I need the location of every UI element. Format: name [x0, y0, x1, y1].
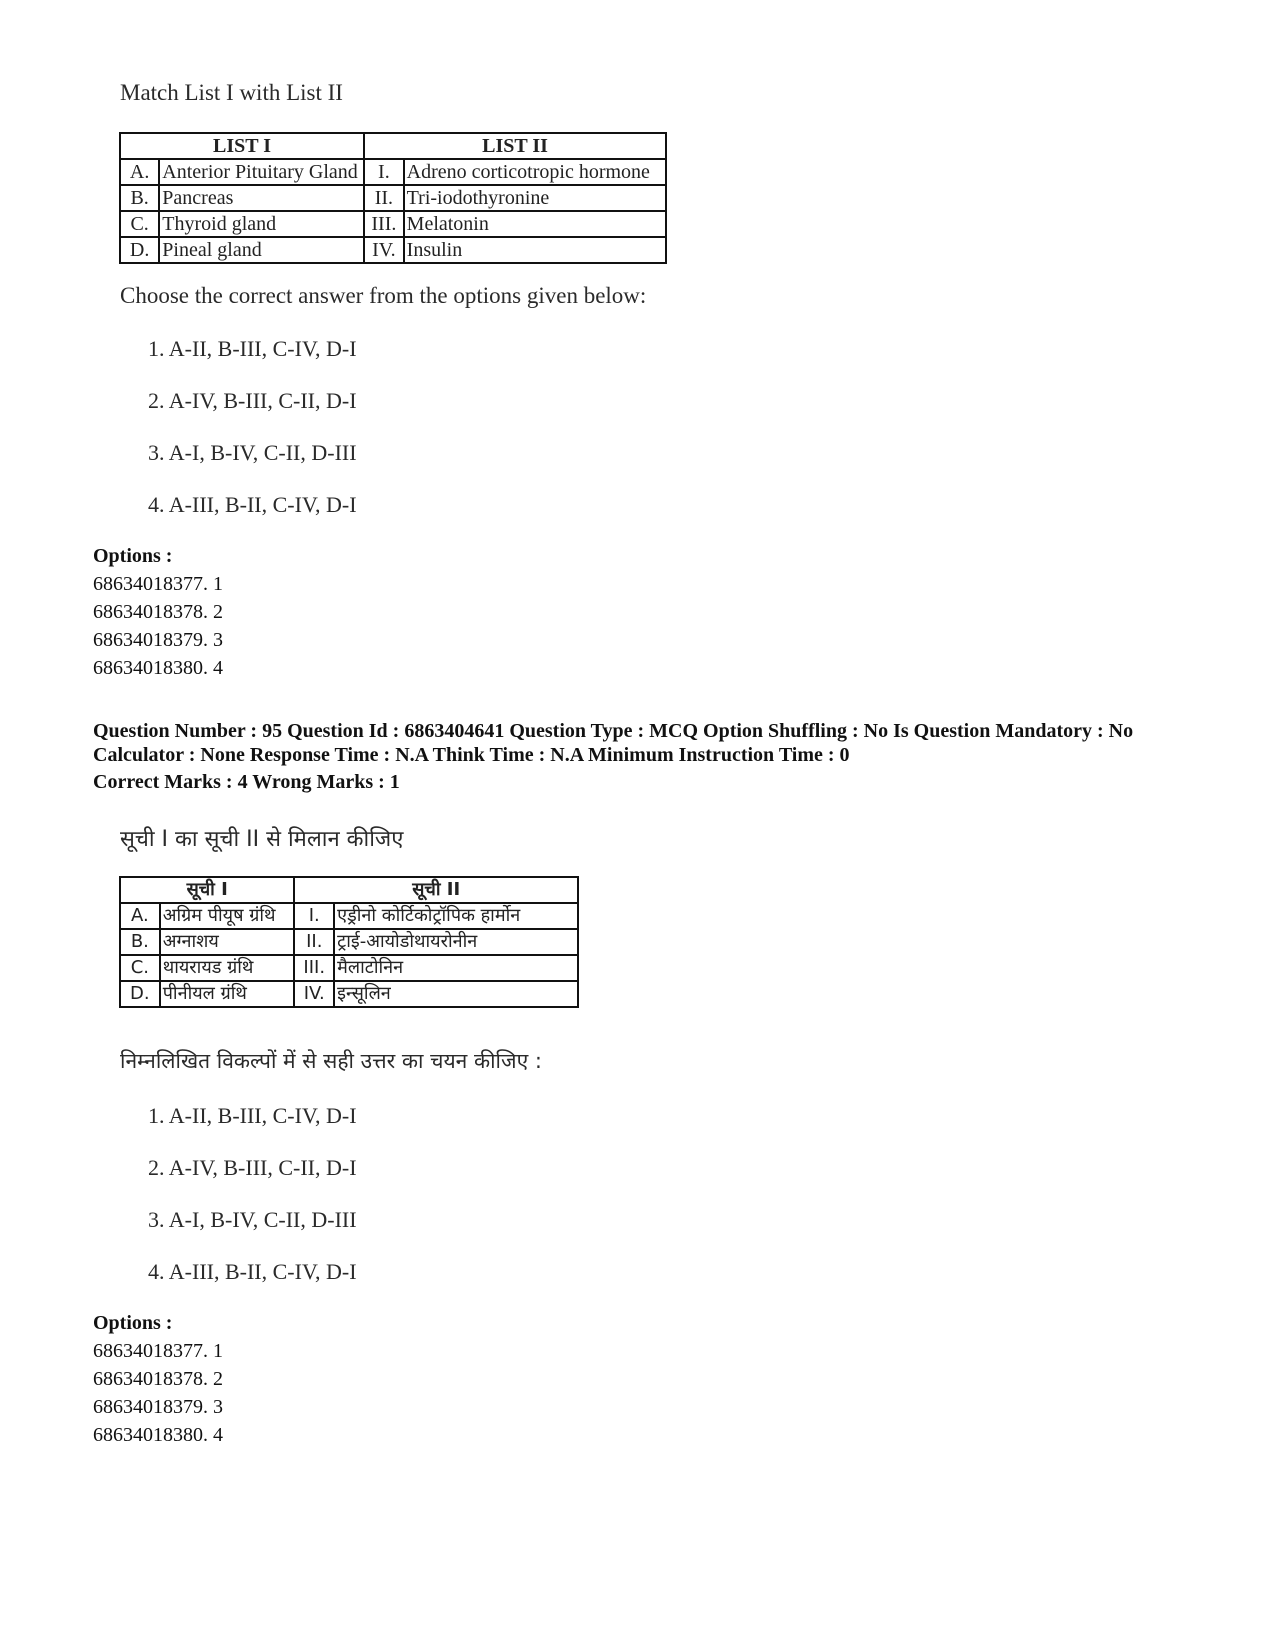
q94-choice-2: 2. A-IV, B-III, C-II, D-I [148, 388, 357, 413]
list1-key: B. [120, 185, 159, 211]
q94-choice-4: 4. A-III, B-II, C-IV, D-I [148, 492, 357, 517]
q94-option-3: 68634018379. 3 [93, 629, 223, 651]
table-row [120, 185, 666, 211]
q95-choice-1: 1. A-II, B-III, C-IV, D-I [148, 1103, 357, 1128]
q94-heading: Match List I with List II [120, 80, 343, 105]
q95-heading: सूची I का सूची II से मिलान कीजिए [120, 827, 404, 852]
list2-key: I. [294, 903, 334, 929]
table-row [120, 903, 578, 929]
list1-key: D. [120, 981, 160, 1007]
q95-prompt: निम्नलिखित विकल्पों में से सही उत्तर का चयन कीजिए : [120, 1049, 542, 1073]
table-row [120, 981, 578, 1007]
list2-value: इन्सूलिन [334, 981, 578, 1007]
q95-match-table [119, 876, 579, 1008]
list2-key: III. [294, 955, 334, 981]
list1-value: थायरायड ग्रंथि [160, 955, 295, 981]
table-row [120, 159, 666, 185]
q94-col1-header: LIST I [120, 133, 364, 159]
q94-option-2: 68634018378. 2 [93, 601, 223, 623]
q94-choice-1: 1. A-II, B-III, C-IV, D-I [148, 336, 357, 361]
q95-choice-2: 2. A-IV, B-III, C-II, D-I [148, 1155, 357, 1180]
list1-value: अग्रिम पीयूष ग्रंथि [160, 903, 295, 929]
list2-value: Insulin [404, 237, 666, 263]
list2-key: IV. [294, 981, 334, 1007]
q94-choice-3: 3. A-I, B-IV, C-II, D-III [148, 440, 357, 465]
q95-meta: Question Number : 95 Question Id : 6863404641 Question Type : MCQ Option Shuffling : No Is Question Mandatory : No Calculator : None Response Time : N.A Think Time : N.A Minimum Instruction Time : 0 [93, 720, 1134, 766]
q95-choice-4: 4. A-III, B-II, C-IV, D-I [148, 1259, 357, 1284]
list1-value: Pancreas [159, 185, 364, 211]
q95-option-4: 68634018380. 4 [93, 1424, 223, 1446]
q94-option-1: 68634018377. 1 [93, 573, 223, 595]
q95-col1-header: सूची I [120, 877, 294, 903]
table-row [120, 929, 578, 955]
list1-key: A. [120, 159, 159, 185]
list2-value: मैलाटोनिन [334, 955, 578, 981]
q95-option-3: 68634018379. 3 [93, 1396, 223, 1418]
list1-key: A. [120, 903, 160, 929]
list2-key: II. [364, 185, 404, 211]
list2-key: III. [364, 211, 404, 237]
list1-value: अग्नाशय [160, 929, 295, 955]
table-row [120, 955, 578, 981]
q94-prompt: Choose the correct answer from the options given below: [120, 283, 647, 308]
list2-value: Melatonin [404, 211, 666, 237]
list2-key: I. [364, 159, 404, 185]
list2-value: Adreno corticotropic hormone [404, 159, 666, 185]
list2-value: ट्राई-आयोडोथायरोनीन [334, 929, 578, 955]
list2-value: एड्रीनो कोर्टिकोट्रॉपिक हार्मोन [334, 903, 578, 929]
list1-key: D. [120, 237, 159, 263]
list1-key: C. [120, 211, 159, 237]
q94-option-4: 68634018380. 4 [93, 657, 223, 679]
q94-options-label: Options : [93, 545, 173, 567]
q95-option-2: 68634018378. 2 [93, 1368, 223, 1390]
list1-key: B. [120, 929, 160, 955]
q95-options-label: Options : [93, 1312, 173, 1334]
list1-value: Pineal gland [159, 237, 364, 263]
list2-key: II. [294, 929, 334, 955]
q95-option-1: 68634018377. 1 [93, 1340, 223, 1362]
q95-choice-3: 3. A-I, B-IV, C-II, D-III [148, 1207, 357, 1232]
table-row [120, 211, 666, 237]
q94-col2-header: LIST II [364, 133, 666, 159]
q94-match-table [119, 132, 667, 264]
q95-marks: Correct Marks : 4 Wrong Marks : 1 [93, 771, 400, 793]
list1-value: Thyroid gland [159, 211, 364, 237]
list1-key: C. [120, 955, 160, 981]
table-row [120, 237, 666, 263]
q95-col2-header: सूची II [294, 877, 578, 903]
list2-key: IV. [364, 237, 404, 263]
list1-value: Anterior Pituitary Gland [159, 159, 364, 185]
list2-value: Tri-iodothyronine [404, 185, 666, 211]
list1-value: पीनीयल ग्रंथि [160, 981, 295, 1007]
